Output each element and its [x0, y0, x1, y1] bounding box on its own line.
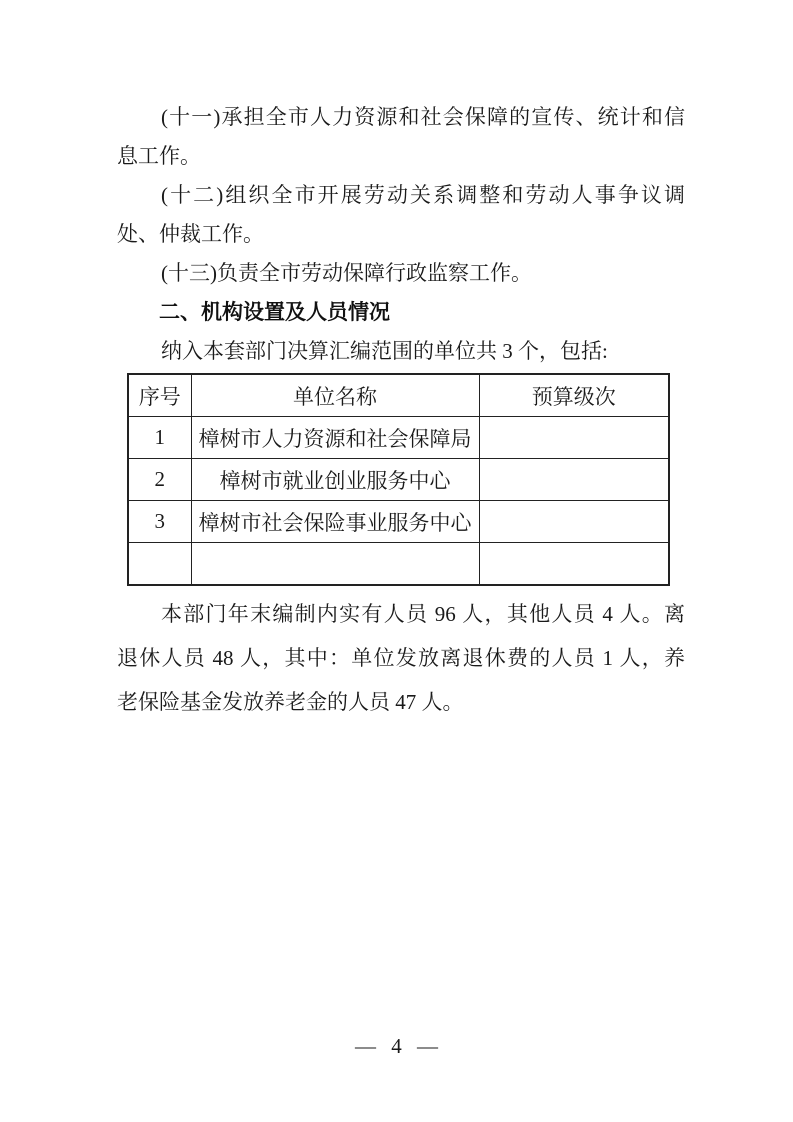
- section-heading: 二、机构设置及人员情况: [159, 301, 390, 324]
- table-row: [128, 501, 669, 543]
- page-number: — 4 —: [355, 1034, 438, 1058]
- cell-budget-level: [479, 459, 669, 501]
- paragraph-staffing: [117, 592, 685, 724]
- text-line: 老保险基金发放养老金的人员 47 人。: [117, 690, 464, 714]
- table-row: [128, 417, 669, 459]
- table-row: [128, 459, 669, 501]
- text-line: 处、仲裁工作。: [117, 222, 264, 246]
- text-line: 本部门年末编制内实有人员 96 人，其他人员 4 人。离: [161, 602, 685, 626]
- cell-budget-level: [479, 417, 669, 459]
- paragraph-clause-13: [117, 254, 685, 293]
- text-line: (十三)负责全市劳动保障行政监察工作。: [161, 261, 532, 285]
- header-cell-budget-level: 预算级次: [479, 374, 669, 417]
- cell-unit-name: 樟树市人力资源和社会保障局: [191, 417, 479, 459]
- cell-index: 3: [128, 501, 191, 543]
- paragraph-clause-12: [117, 176, 685, 254]
- cell-index: 1: [128, 417, 191, 459]
- table-row: [128, 543, 669, 586]
- header-cell-unit-name: 单位名称: [191, 374, 479, 417]
- cell-unit-name: 樟树市社会保险事业服务中心: [191, 501, 479, 543]
- cell-unit-name: [191, 543, 479, 586]
- cell-budget-level: [479, 501, 669, 543]
- table-intro-line: 纳入本套部门决算汇编范围的单位共 3 个，包括:: [161, 339, 608, 363]
- text-line: (十二)组织全市开展劳动关系调整和劳动人事争议调: [161, 183, 685, 207]
- text-line: 息工作。: [117, 144, 201, 168]
- units-table: [127, 373, 670, 586]
- cell-index: [128, 543, 191, 586]
- header-cell-index: 序号: [128, 374, 191, 417]
- table-header-row: [128, 374, 669, 417]
- document-content: [117, 98, 685, 724]
- paragraph-clause-11: [117, 98, 685, 176]
- text-line: (十一)承担全市人力资源和社会保障的宣传、统计和信: [161, 105, 685, 129]
- cell-budget-level: [479, 543, 669, 586]
- cell-unit-name: 樟树市就业创业服务中心: [191, 459, 479, 501]
- text-line: 退休人员 48 人，其中：单位发放离退休费的人员 1 人，养: [117, 646, 685, 670]
- cell-index: 2: [128, 459, 191, 501]
